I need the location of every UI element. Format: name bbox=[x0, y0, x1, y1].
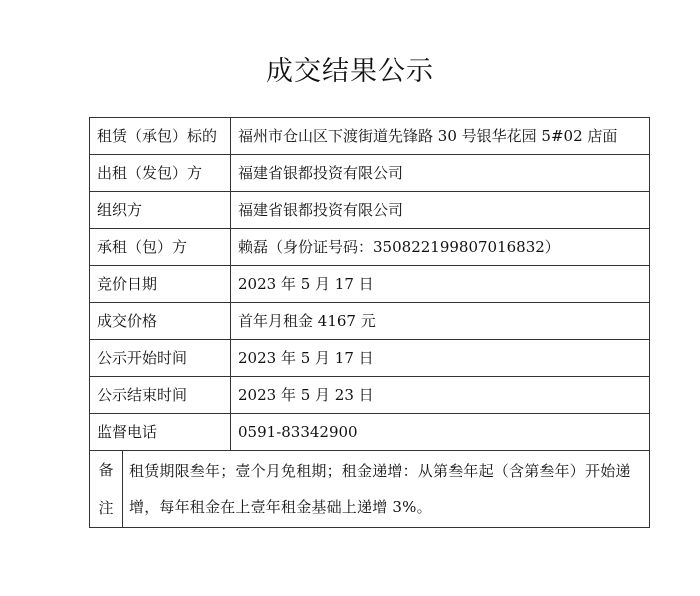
table-row-bid-date bbox=[90, 266, 650, 303]
table-row-lessor bbox=[90, 155, 650, 192]
value-note: 租赁期限叁年；壹个月免租期；租金递增：从第叁年起（含第叁年）开始递增，每年租金在上壹年租金基础上递增 3%。 bbox=[123, 451, 650, 528]
table-row-note bbox=[90, 451, 650, 528]
table-row-deal-price bbox=[90, 303, 650, 340]
note-char-2: 注 bbox=[98, 499, 114, 517]
label-bid-date: 竞价日期 bbox=[90, 266, 231, 303]
page-title: 成交结果公示 bbox=[266, 56, 434, 87]
value-organizer: 福建省银都投资有限公司 bbox=[231, 192, 650, 229]
value-lessee: 赖磊（身份证号码：350822199807016832） bbox=[231, 229, 650, 266]
table-row-hotline bbox=[90, 414, 650, 451]
note-char-1: 备 bbox=[98, 461, 114, 479]
value-hotline: 0591-83342900 bbox=[231, 414, 650, 451]
label-lessee: 承租（包）方 bbox=[90, 229, 231, 266]
table-row-lease-subject bbox=[90, 118, 650, 155]
label-lessor: 出租（发包）方 bbox=[90, 155, 231, 192]
value-bid-date: 2023 年 5 月 17 日 bbox=[231, 266, 650, 303]
label-publicity-end: 公示结束时间 bbox=[90, 377, 231, 414]
label-deal-price: 成交价格 bbox=[90, 303, 231, 340]
table-row-lessee bbox=[90, 229, 650, 266]
label-organizer: 组织方 bbox=[90, 192, 231, 229]
label-publicity-start: 公示开始时间 bbox=[90, 340, 231, 377]
value-deal-price: 首年月租金 4167 元 bbox=[231, 303, 650, 340]
value-lessor: 福建省银都投资有限公司 bbox=[231, 155, 650, 192]
table-row-publicity-end bbox=[90, 377, 650, 414]
table-row-publicity-start bbox=[90, 340, 650, 377]
value-lease-subject: 福州市仓山区下渡街道先锋路 30 号银华花园 5#02 店面 bbox=[231, 118, 650, 155]
table-row-organizer bbox=[90, 192, 650, 229]
label-hotline: 监督电话 bbox=[90, 414, 231, 451]
value-publicity-end: 2023 年 5 月 23 日 bbox=[231, 377, 650, 414]
label-lease-subject: 租赁（承包）标的 bbox=[90, 118, 231, 155]
result-table bbox=[89, 117, 650, 528]
label-note-chars bbox=[90, 451, 123, 528]
value-publicity-start: 2023 年 5 月 17 日 bbox=[231, 340, 650, 377]
